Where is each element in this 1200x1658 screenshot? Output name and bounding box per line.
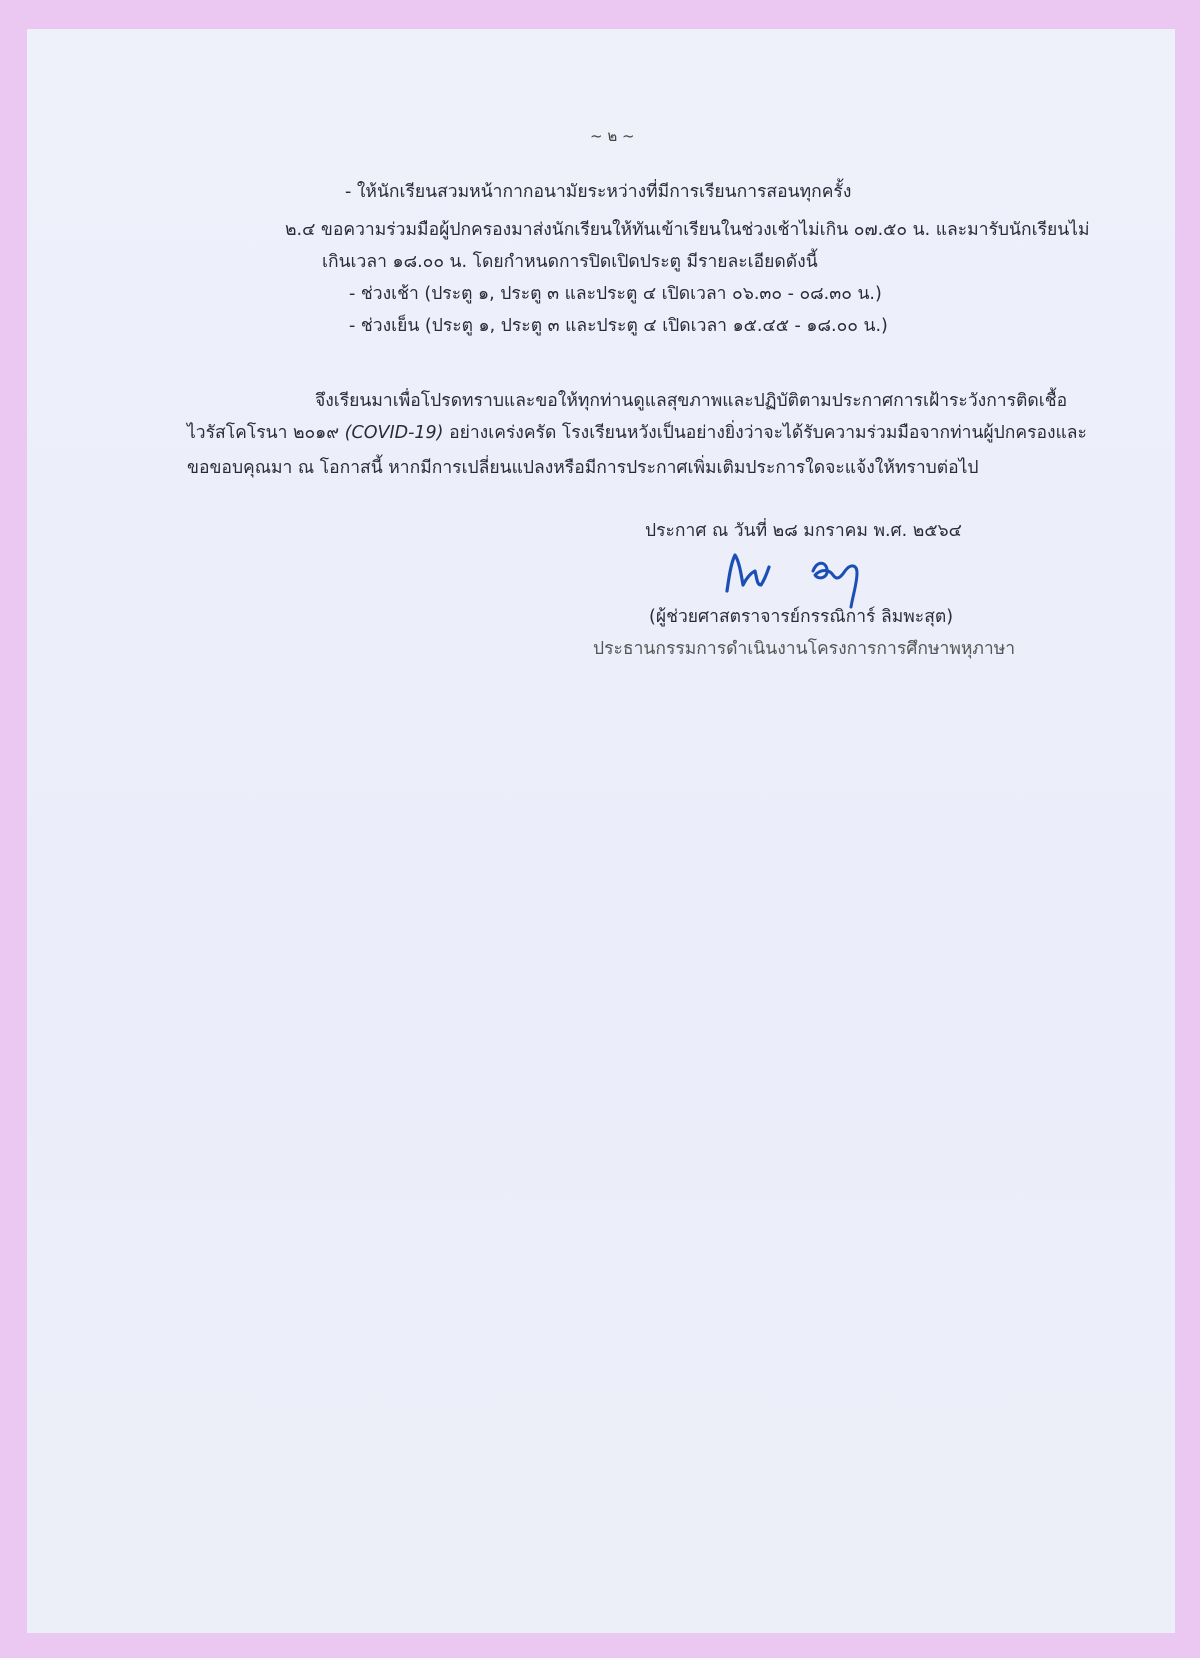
closing-text: อย่างเคร่งครัด โรงเรียนหวังเป็นอย่างยิ่งว่าจะได้รับความร่วมมือจากท่านผู้ปกครองและ	[443, 423, 1087, 443]
page-number: ~ ๒ ~	[590, 127, 635, 145]
list-item: ๒.๔ ขอความร่วมมือผู้ปกครองมาส่งนักเรียนให้ทันเข้าเรียนในช่วงเช้าไม่เกิน ๐๗.๕๐ น. และมารับนักเรียนไม่	[285, 220, 1090, 240]
list-item: - ช่วงเย็น (ประตู ๑, ประตู ๓ และประตู ๔ เปิดเวลา ๑๕.๔๕ - ๑๘.๐๐ น.)	[349, 316, 888, 336]
closing-paragraph-line	[187, 421, 1087, 445]
covid-term: (COVID-19)	[344, 423, 444, 443]
signer-name: (ผู้ช่วยศาสตราจารย์กรรณิการ์ ลิมพะสุต)	[649, 607, 954, 627]
document-page	[27, 29, 1175, 1633]
closing-paragraph-line: จึงเรียนมาเพื่อโปรดทราบและขอให้ทุกท่านดูแลสุขภาพและปฏิบัติตามประกาศการเฝ้าระวังการติดเชื้อ	[315, 391, 1068, 411]
announcement-date: ประกาศ ณ วันที่ ๒๘ มกราคม พ.ศ. ๒๕๖๔	[645, 521, 962, 541]
signer-title: ประธานกรรมการดำเนินงานโครงการการศึกษาพหุภาษา	[593, 639, 1016, 659]
list-item: - ให้นักเรียนสวมหน้ากากอนามัยระหว่างที่มีการเรียนการสอนทุกครั้ง	[345, 182, 852, 202]
closing-text: ไวรัสโคโรนา ๒๐๑๙	[187, 423, 345, 443]
list-item: - ช่วงเช้า (ประตู ๑, ประตู ๓ และประตู ๔ เปิดเวลา ๐๖.๓๐ - ๐๘.๓๐ น.)	[349, 284, 882, 304]
handwritten-signature	[721, 547, 871, 609]
closing-paragraph-line: ขอขอบคุณมา ณ โอกาสนี้ หากมีการเปลี่ยนแปลงหรือมีการประกาศเพิ่มเติมประการใดจะแจ้งให้ทราบต่อไป	[187, 458, 979, 478]
list-item: เกินเวลา ๑๘.๐๐ น. โดยกำหนดการปิดเปิดประตู มีรายละเอียดดังนี้	[322, 252, 818, 272]
